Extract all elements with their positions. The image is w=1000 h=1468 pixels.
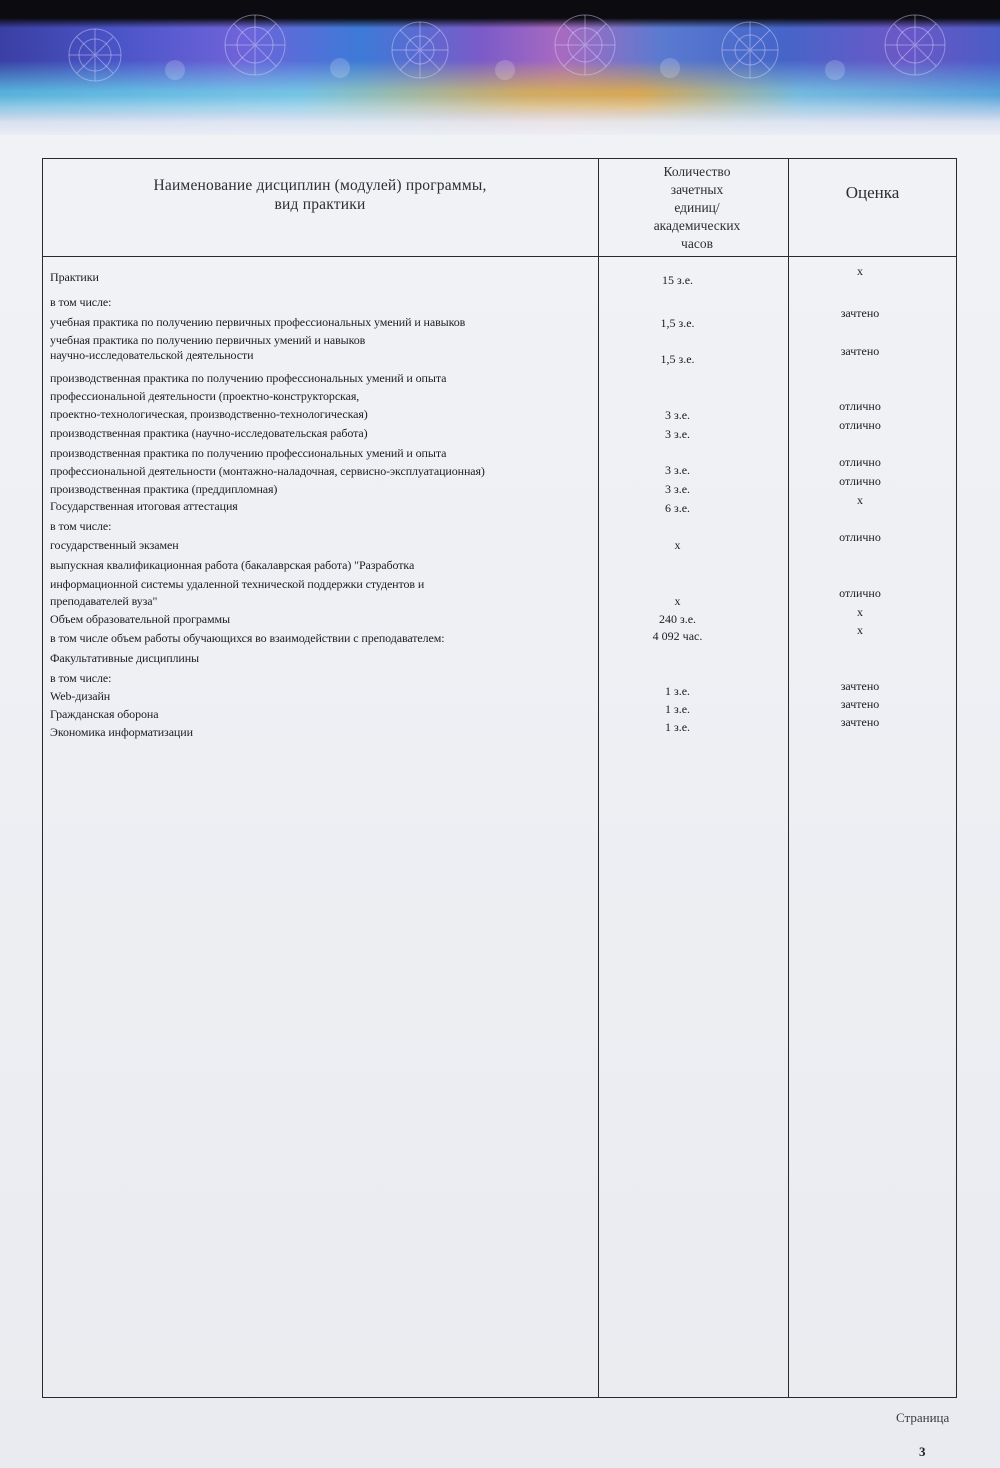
row-name: в том числе: [50,519,112,533]
row-qty: 1 з.е. [664,684,691,698]
row-name: Гражданская оборона [50,707,159,721]
row-qty: 3 з.е. [664,482,691,496]
row-qty: 3 з.е. [664,408,691,422]
row-grade: отлично [839,418,881,432]
row-qty: 1,5 з.е. [660,352,695,366]
row-name: производственная практика (преддипломная) [50,482,278,496]
page-number: 3 [919,1444,926,1459]
row-grade: зачтено [840,344,880,358]
column-header-quantity: Количество зачетных единиц/ академических часов [653,164,741,251]
row-qty: x [674,538,681,552]
row-grade: отлично [839,455,881,469]
row-name: в том числе объем работы обучающихся во взаимодействии с преподавателем: [50,631,445,645]
row-name: учебная практика по получению первичных умений и навыков [50,333,366,347]
row-qty: 15 з.е. [661,273,694,287]
row-name: профессиональной деятельности (монтажно-наладочная, сервисно-эксплуатационная) [50,464,485,478]
column-divider [788,158,789,1398]
row-name: Государственная итоговая аттестация [50,499,238,513]
row-name: проектно-технологическая, производственно-технологическая) [50,407,368,421]
decorative-band [0,0,1000,135]
page-label: Страница [896,1410,950,1425]
row-name: производственная практика (научно-исследовательская работа) [50,426,368,440]
row-grade: зачтено [840,679,880,693]
header-divider [42,256,957,257]
row-grade: зачтено [840,697,880,711]
row-grade: отлично [839,530,881,544]
row-grade: отлично [839,399,881,413]
row-grade: отлично [839,474,881,488]
row-qty: 3 з.е. [664,463,691,477]
row-qty: 240 з.е. [658,612,697,626]
column-divider [598,158,599,1398]
row-grade: x [857,623,863,637]
column-header-grade: Оценка [845,183,900,202]
row-grade: зачтено [840,306,880,320]
row-qty: 6 з.е. [664,501,691,515]
row-name: преподавателей вуза" [50,594,158,608]
row-name: производственная практика по получению профессиональных умений и опыта [50,446,447,460]
row-grade: зачтено [840,715,880,729]
row-name: профессиональной деятельности (проектно-конструкторская, [50,389,360,403]
row-name: информационной системы удаленной технической поддержки студентов и [50,577,425,591]
row-grade: отлично [839,586,881,600]
row-name: государственный экзамен [50,538,179,552]
row-name: научно-исследовательской деятельности [50,348,254,362]
row-name: учебная практика по получению первичных профессиональных умений и навыков [50,315,466,329]
row-grade: x [857,493,863,507]
column-header-name: Наименование дисциплин (модулей) программы, вид практики [153,177,487,213]
row-name: выпускная квалификационная работа (бакалаврская работа) "Разработка [50,558,415,572]
row-name: в том числе: [50,671,112,685]
row-name: Объем образовательной программы [50,612,230,626]
row-name: Факультативные дисциплины [50,651,200,665]
row-qty: 4 092 час. [652,629,703,643]
row-name: производственная практика по получению профессиональных умений и опыта [50,371,447,385]
row-name: в том числе: [50,295,112,309]
row-name: Практики [50,270,99,284]
row-grade: x [857,605,863,619]
row-name: Экономика информатизации [50,725,193,739]
row-qty: 3 з.е. [664,427,691,441]
row-qty: x [674,594,681,608]
row-qty: 1 з.е. [664,702,691,716]
row-name: Web-дизайн [50,689,111,703]
row-qty: 1,5 з.е. [660,316,695,330]
row-qty: 1 з.е. [664,720,691,734]
row-grade: x [857,264,863,278]
